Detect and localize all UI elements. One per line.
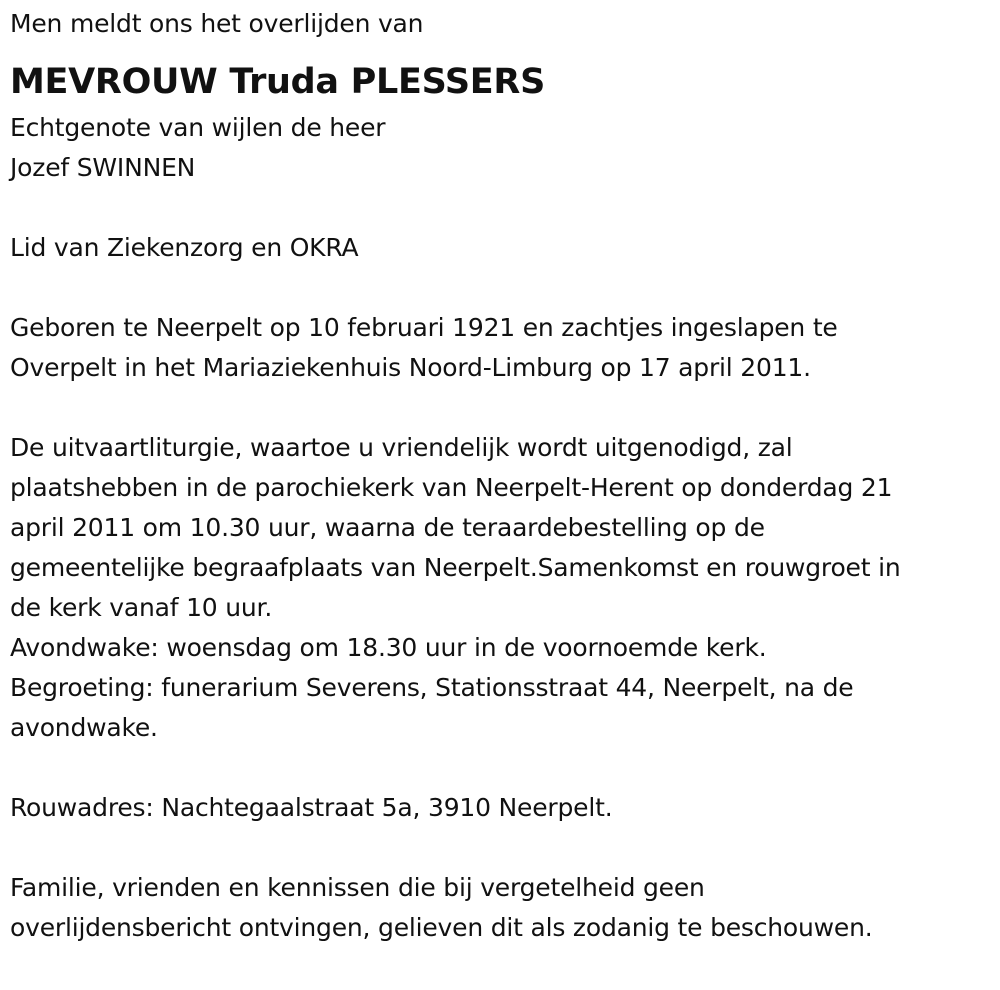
greeting-line: avondwake. bbox=[10, 713, 158, 742]
spacer bbox=[10, 268, 995, 308]
spacer bbox=[10, 388, 995, 428]
ceremony-line: gemeentelijke begraafplaats van Neerpelt.Samenkomst en rouwgroet in bbox=[10, 553, 901, 582]
spacer bbox=[10, 748, 995, 788]
closing-line: overlijdensbericht ontvingen, gelieven dit als zodanig te beschouwen. bbox=[10, 913, 873, 942]
intro-text: Men meldt ons het overlijden van bbox=[10, 9, 424, 38]
spacer bbox=[10, 828, 995, 868]
closing-line: Familie, vrienden en kennissen die bij vergetelheid geen bbox=[10, 873, 705, 902]
ceremony-line: plaatshebben in de parochiekerk van Neerpelt-Herent op donderdag 21 bbox=[10, 473, 893, 502]
mourning-address: Rouwadres: Nachtegaalstraat 5a, 3910 Neerpelt. bbox=[10, 793, 613, 822]
spacer bbox=[10, 188, 995, 228]
ceremony-line: De uitvaartliturgie, waartoe u vriendelijk wordt uitgenodigd, zal bbox=[10, 433, 793, 462]
death-notice bbox=[10, 4, 995, 948]
membership-text: Lid van Ziekenzorg en OKRA bbox=[10, 233, 359, 262]
ceremony-line: april 2011 om 10.30 uur, waarna de teraardebestelling op de bbox=[10, 513, 765, 542]
deceased-name: MEVROUW Truda PLESSERS bbox=[10, 62, 545, 102]
greeting-line: Begroeting: funerarium Severens, Stationsstraat 44, Neerpelt, na de bbox=[10, 673, 854, 702]
wake-line: Avondwake: woensdag om 18.30 uur in de voornoemde kerk. bbox=[10, 633, 767, 662]
spouse-name: Jozef SWINNEN bbox=[10, 153, 196, 182]
spouse-line: Echtgenote van wijlen de heer bbox=[10, 113, 386, 142]
birth-death-line: Geboren te Neerpelt op 10 februari 1921 en zachtjes ingeslapen te bbox=[10, 313, 838, 342]
birth-death-line: Overpelt in het Mariaziekenhuis Noord-Limburg op 17 april 2011. bbox=[10, 353, 811, 382]
ceremony-line: de kerk vanaf 10 uur. bbox=[10, 593, 273, 622]
